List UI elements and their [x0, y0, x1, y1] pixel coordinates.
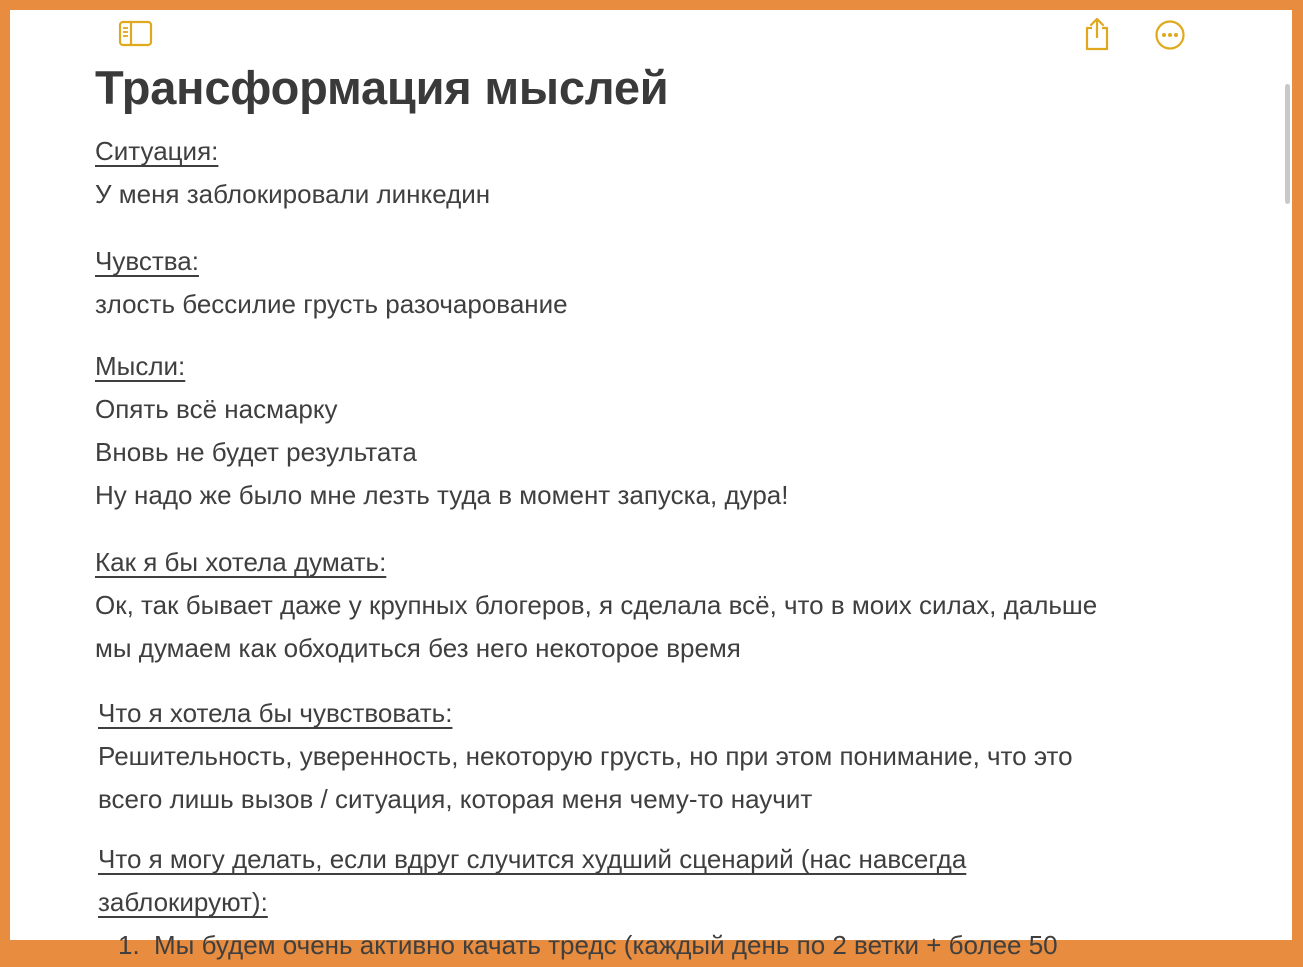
section-desired-thoughts — [95, 541, 1215, 670]
section-heading: Мысли: — [95, 351, 186, 381]
note-title: Трансформация мыслей — [95, 61, 669, 114]
text-line: мы думаем как обходиться без него некоторое время — [95, 633, 741, 663]
section-desired-feelings — [95, 692, 1215, 821]
section-heading: Как я бы хотела думать: — [95, 547, 387, 577]
section-feelings — [95, 240, 1215, 326]
note-body[interactable] — [95, 58, 1215, 967]
text-line: Ок, так бывает даже у крупных блогеров, я сделала всё, что в моих силах, дальше — [95, 590, 1098, 620]
text-line: Опять всё насмарку — [95, 394, 338, 424]
sidebar-toggle-icon — [118, 20, 154, 48]
section-situation — [95, 130, 1215, 216]
list-number: 1. — [118, 930, 140, 960]
section-heading: Что я хотела бы чувствовать: — [98, 698, 453, 728]
section-worst-case — [95, 838, 1215, 967]
vertical-scrollbar[interactable] — [1285, 84, 1290, 204]
list-item — [98, 924, 1215, 967]
share-icon — [1082, 16, 1112, 52]
section-heading: Что я могу делать, если вдруг случится худший сценарий (нас навсегда — [98, 844, 967, 874]
section-heading: Ситуация: — [95, 136, 219, 166]
more-ellipsis-icon — [1154, 19, 1186, 51]
text-line: Вновь не будет результата — [95, 437, 417, 467]
text-line: Решительность, уверенность, некоторую грусть, но при этом понимание, что это — [98, 741, 1073, 771]
sidebar-toggle-button[interactable] — [116, 18, 156, 50]
list-item-text: Мы будем очень активно качать тредс (каждый день по 2 ветки + более 50 — [154, 930, 1058, 960]
notes-window — [10, 10, 1292, 960]
share-button[interactable] — [1078, 14, 1116, 54]
text-line: злость бессилие грусть разочарование — [95, 289, 568, 319]
section-heading: заблокируют): — [98, 887, 268, 917]
text-line: У меня заблокировали линкедин — [95, 179, 491, 209]
text-line: Ну надо же было мне лезть туда в момент запуска, дура! — [95, 480, 789, 510]
section-thoughts — [95, 345, 1215, 517]
more-options-button[interactable] — [1151, 16, 1189, 54]
text-line: всего лишь вызов / ситуация, которая меня чему-то научит — [98, 784, 813, 814]
section-heading: Чувства: — [95, 246, 199, 276]
